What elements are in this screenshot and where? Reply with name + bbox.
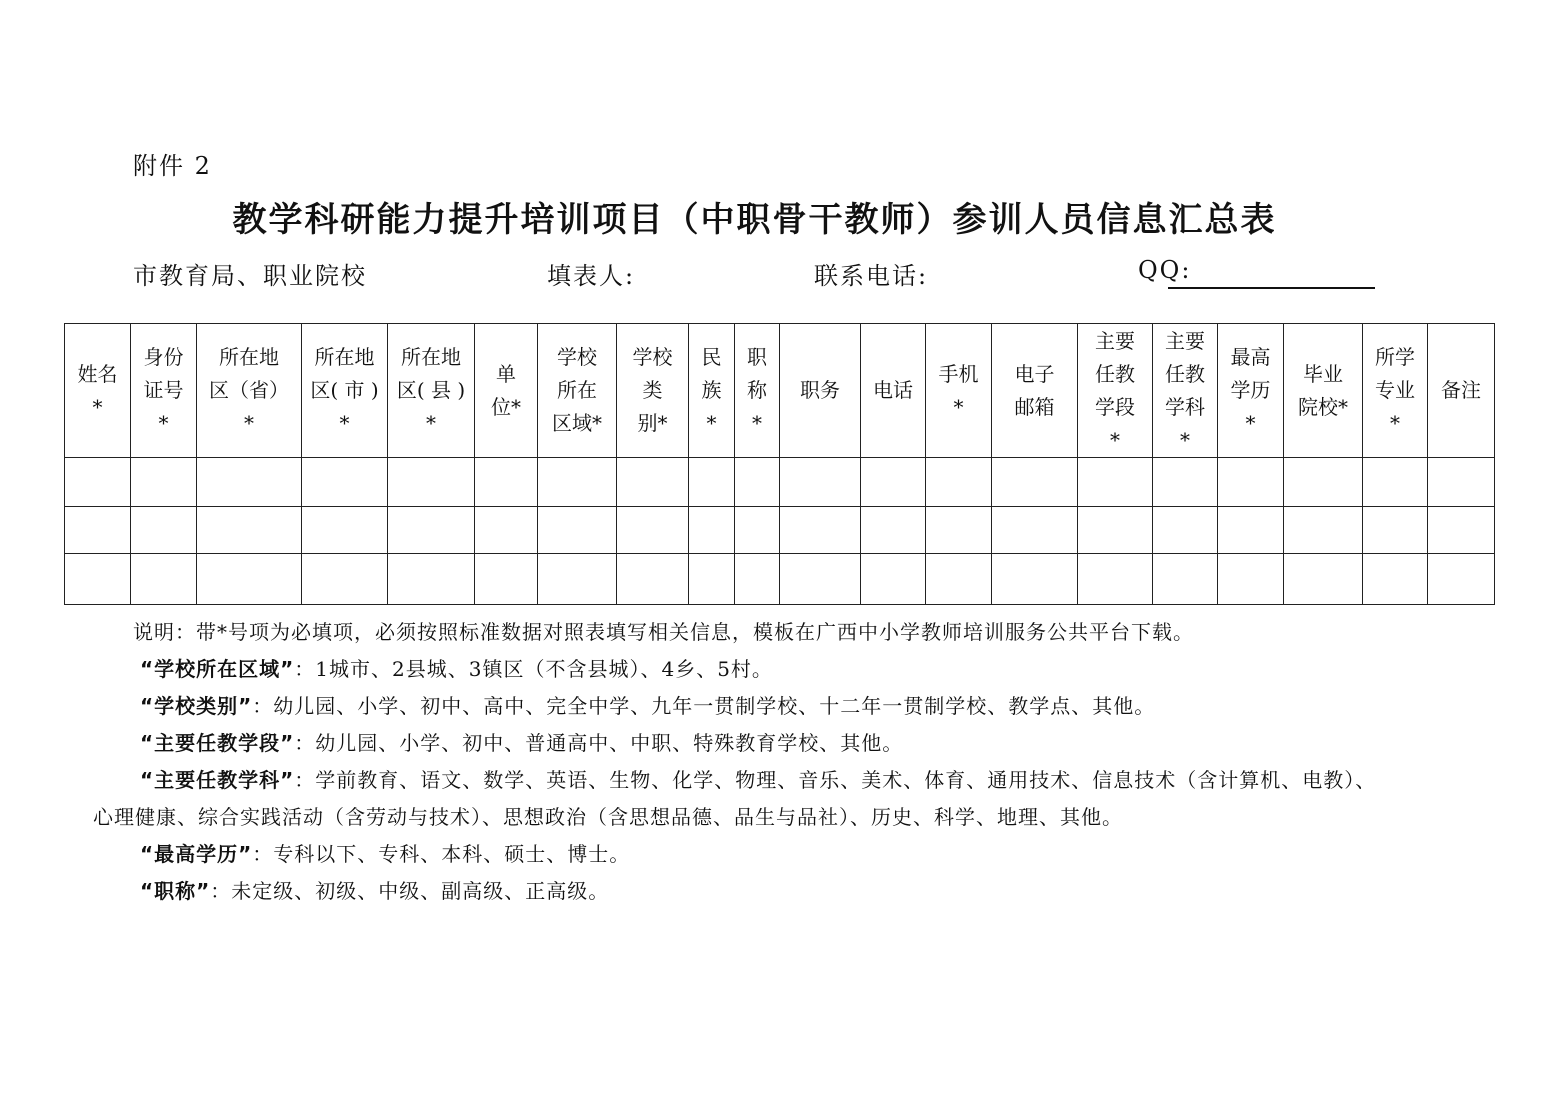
column-header: 电话 [861, 324, 926, 458]
column-header: 学校 类 别* [617, 324, 689, 458]
table-cell[interactable] [197, 554, 302, 605]
column-header: 身份 证号 * [131, 324, 197, 458]
document-title: 教学科研能力提升培训项目（中职骨干教师）参训人员信息汇总表 [232, 200, 1277, 240]
table-cell[interactable] [131, 554, 197, 605]
table-cell[interactable] [131, 458, 197, 507]
table-cell[interactable] [689, 554, 735, 605]
note-text: ：专科以下、专科、本科、硕士、博士。 [252, 842, 631, 866]
column-header: 学校 所在 区域* [538, 324, 617, 458]
filler-label: 填表人: [547, 262, 636, 290]
column-header: 最高 学历 * [1218, 324, 1284, 458]
table-row [65, 554, 1495, 605]
note-term: “主要任教学段” [140, 731, 295, 755]
table-cell[interactable] [1363, 554, 1428, 605]
table-cell[interactable] [1078, 507, 1153, 554]
table-cell[interactable] [1284, 507, 1363, 554]
table-cell[interactable] [1284, 554, 1363, 605]
table-cell[interactable] [388, 507, 475, 554]
table-cell[interactable] [780, 554, 861, 605]
table-cell[interactable] [617, 507, 689, 554]
table-cell[interactable] [302, 507, 388, 554]
table-row [65, 507, 1495, 554]
table-cell[interactable] [1284, 458, 1363, 507]
table-cell[interactable] [689, 458, 735, 507]
column-header: 备注 [1428, 324, 1495, 458]
table-cell[interactable] [861, 554, 926, 605]
table-cell[interactable] [538, 507, 617, 554]
column-header: 职务 [780, 324, 861, 458]
note-text: ：幼儿园、小学、初中、普通高中、中职、特殊教育学校、其他。 [294, 731, 904, 755]
note-text: ：未定级、初级、中级、副高级、正高级。 [210, 879, 610, 903]
column-header: 主要 任教 学段 * [1078, 324, 1153, 458]
column-header: 姓名 * [65, 324, 131, 458]
qq-label: QQ: [1138, 256, 1192, 284]
column-header: 所在地 区( 县 ) * [388, 324, 475, 458]
table-cell[interactable] [1363, 507, 1428, 554]
notes-intro: 说明：带*号项为必填项，必须按照标准数据对照表填写相关信息，模板在广西中小学教师培训服务公共平台下载。 [133, 620, 1194, 644]
table-cell[interactable] [992, 458, 1078, 507]
table-cell[interactable] [388, 554, 475, 605]
table-cell[interactable] [861, 507, 926, 554]
note-stage [140, 727, 903, 756]
table-cell[interactable] [735, 458, 780, 507]
table-cell[interactable] [538, 554, 617, 605]
table-cell[interactable] [617, 458, 689, 507]
table-row [65, 458, 1495, 507]
table-cell[interactable] [538, 458, 617, 507]
note-degree [140, 838, 630, 867]
column-header: 手机 * [926, 324, 992, 458]
table-cell[interactable] [475, 554, 538, 605]
table-cell[interactable] [1218, 554, 1284, 605]
table-cell[interactable] [302, 458, 388, 507]
table-cell[interactable] [926, 507, 992, 554]
table-cell[interactable] [475, 507, 538, 554]
note-term: “学校所在区域” [140, 657, 295, 681]
table-cell[interactable] [992, 507, 1078, 554]
note-text: ：学前教育、语文、数学、英语、生物、化学、物理、音乐、美术、体育、通用技术、信息技术（含计算机、电教）、 [294, 768, 1377, 792]
note-term: “职称” [140, 879, 211, 903]
column-header: 主要 任教 学科 * [1153, 324, 1218, 458]
note-term: “学校类别” [140, 694, 253, 718]
table-cell[interactable] [735, 507, 780, 554]
column-header: 职 称 * [735, 324, 780, 458]
note-school-type [140, 690, 1155, 719]
table-cell[interactable] [302, 554, 388, 605]
column-header: 单 位* [475, 324, 538, 458]
table-cell[interactable] [1218, 458, 1284, 507]
note-text: ：幼儿园、小学、初中、高中、完全中学、九年一贯制学校、十二年一贯制学校、教学点、其他。 [252, 694, 1156, 718]
table-cell[interactable] [735, 554, 780, 605]
column-header: 民 族 * [689, 324, 735, 458]
table-cell[interactable] [197, 507, 302, 554]
column-header: 所在地 区( 市 ) * [302, 324, 388, 458]
table-cell[interactable] [1428, 507, 1495, 554]
summary-table [64, 323, 1495, 605]
phone-label: 联系电话: [814, 262, 929, 290]
table-cell[interactable] [926, 554, 992, 605]
table-cell[interactable] [65, 554, 131, 605]
note-text: ：1城市、2县城、3镇区（不含县城）、4乡、5村。 [294, 657, 773, 681]
table-cell[interactable] [689, 507, 735, 554]
table-cell[interactable] [861, 458, 926, 507]
table-cell[interactable] [1078, 458, 1153, 507]
attachment-label: 附件 2 [133, 152, 212, 180]
note-subject-continued: 心理健康、综合实践活动（含劳动与技术）、思想政治（含思想品德、品生与品社）、历史、科学、地理、其他。 [93, 805, 1123, 829]
note-term: “主要任教学科” [140, 768, 295, 792]
table-cell[interactable] [388, 458, 475, 507]
table-cell[interactable] [780, 458, 861, 507]
table-cell[interactable] [197, 458, 302, 507]
note-subject [140, 764, 1376, 793]
table-cell[interactable] [65, 458, 131, 507]
table-cell[interactable] [617, 554, 689, 605]
column-header: 电子 邮箱 [992, 324, 1078, 458]
table-cell[interactable] [1428, 554, 1495, 605]
column-header: 所学 专业 * [1363, 324, 1428, 458]
table-cell[interactable] [131, 507, 197, 554]
note-region [140, 653, 773, 682]
table-cell[interactable] [1363, 458, 1428, 507]
column-header: 所在地 区（省） * [197, 324, 302, 458]
table-cell[interactable] [65, 507, 131, 554]
table-cell[interactable] [780, 507, 861, 554]
table-cell[interactable] [1153, 554, 1218, 605]
table-cell[interactable] [992, 554, 1078, 605]
org-label: 市教育局、职业院校 [133, 262, 367, 290]
qq-underline [1168, 287, 1375, 289]
table-cell[interactable] [1153, 507, 1218, 554]
note-term: “最高学历” [140, 842, 253, 866]
table-cell[interactable] [475, 458, 538, 507]
column-header: 毕业 院校* [1284, 324, 1363, 458]
note-title-rank [140, 875, 609, 904]
table-cell[interactable] [1428, 458, 1495, 507]
table-cell[interactable] [1078, 554, 1153, 605]
table-cell[interactable] [926, 458, 992, 507]
table-header-row [65, 324, 1495, 458]
table-cell[interactable] [1153, 458, 1218, 507]
table-cell[interactable] [1218, 507, 1284, 554]
